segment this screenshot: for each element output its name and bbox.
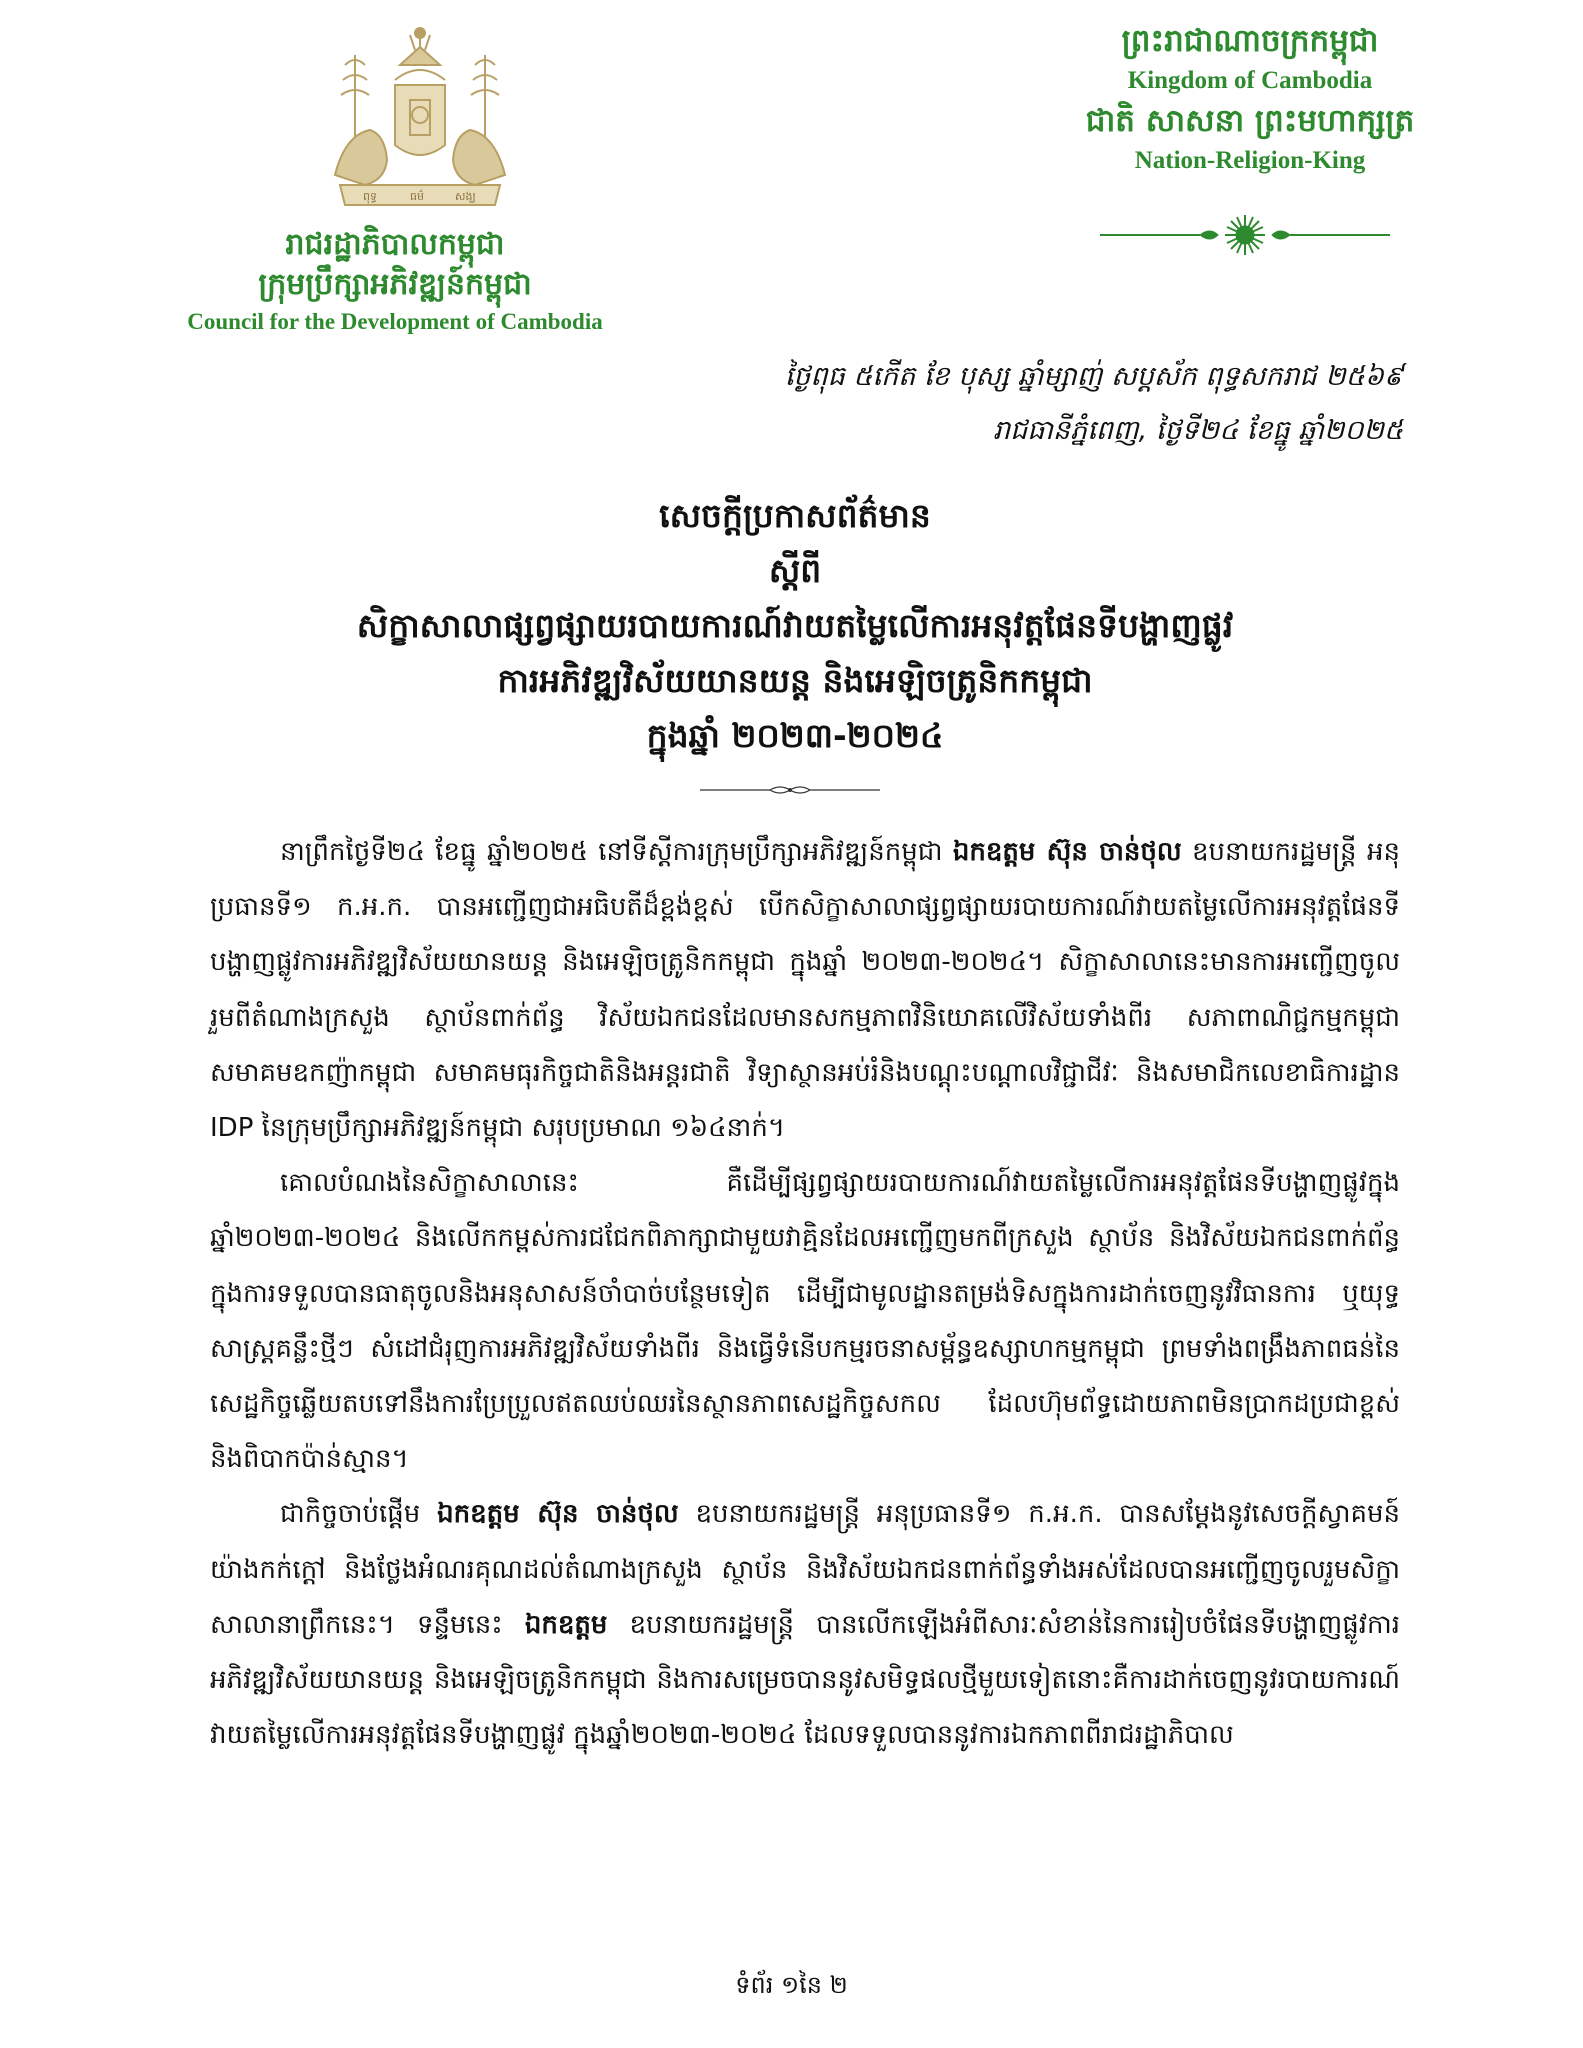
government-name: រាជរដ្ឋាភិបាលកម្ពុជា xyxy=(285,227,505,262)
paragraph-1-text-b: ឧបនាយករដ្ឋមន្ត្រី អនុប្រធានទី១ ក.អ.ក. បានអញ្ជើញជាអធិបតីដ៏ខ្ពង់ខ្ពស់ បើកសិក្ខាសាលាផ្សព្វផ្សាយរបាយការណ៍វាយតម្លៃលើការអនុវត្តផែនទីបង្ហាញផ្លូវការអភិវឌ្ឍវិស័យយានយន្ត និងអេឡិចត្រូនិកកម្ពុជា ក្នុងឆ្នាំ ២០២៣-២០២៤។ សិក្ខាសាលានេះមានការអញ្ជើញចូលរួមពីតំណាងក្រសួង ស្ថាប័នពាក់ព័ន្ធ វិស័យឯកជនដែលមានសកម្មភាពវិនិយោគលើវិស័យទាំងពីរ សភាពាណិជ្ជកម្មកម្ពុជា សមាគមឧកញ៉ាកម្ពុជា សមាគមធុរកិច្ចជាតិនិងអន្តរជាតិ វិទ្យាស្ថានអប់រំនិងបណ្តុះបណ្តាលវិជ្ជាជីវៈ និងសមាជិកលេខាធិការដ្ឋាន IDP នៃក្រុមប្រឹក្សាអភិវឌ្ឍន៍កម្ពុជា សរុបប្រមាណ ១៦៤នាក់។ xyxy=(210,837,1400,1144)
paragraph-3 xyxy=(210,1487,1400,1763)
paragraph-3-text-c: ឧបនាយករដ្ឋមន្ត្រី បានលើកឡើងអំពីសារៈសំខាន់នៃការរៀបចំផែនទីបង្ហាញផ្លូវការអភិវឌ្ឍវិស័យយានយន្ត និងអេឡិចត្រូនិកកម្ពុជា និងការសម្រេចបាននូវសមិទ្ធផលថ្មីមួយទៀតនោះគឺការដាក់ចេញនូវរបាយការណ៍វាយតម្លៃលើការអនុវត្តផែនទីបង្ហាញផ្លូវ ក្នុងឆ្នាំ២០២៣-២០២៤ ដែលទទួលបាននូវការឯកភាពពីរាជរដ្ឋាភិបាល xyxy=(210,1609,1400,1751)
kingdom-english: Kingdom of Cambodia xyxy=(1127,67,1373,94)
paragraph-3-text-a: ជាកិច្ចចាប់ផ្តើម xyxy=(280,1499,438,1530)
title-line-5: ក្នុងឆ្នាំ ២០២៣-២០២៤ xyxy=(646,716,944,755)
paragraph-2: គោលបំណងនៃសិក្ខាសាលានេះ គឺដើម្បីផ្សព្វផ្សាយរបាយការណ៍វាយតម្លៃលើការអនុវត្តផែនទីបង្ហាញផ្លូវក្នុងឆ្នាំ២០២៣-២០២៤ និងលើកកម្ពស់ការជជែកពិភាក្សាជាមួយវាគ្មិនដែលអញ្ជើញមកពីក្រសួង ស្ថាប័ន និងវិស័យឯកជនពាក់ព័ន្ធ ក្នុងការទទួលបានធាតុចូលនិងអនុសាសន៍ចាំបាច់បន្ថែមទៀត ដើម្បីជាមូលដ្ឋានតម្រង់ទិសក្នុងការដាក់ចេញនូវវិធានការ ឬយុទ្ធសាស្ត្រគន្លឹះថ្មីៗ សំដៅជំរុញការអភិវឌ្ឍវិស័យទាំងពីរ និងធ្វើទំនើបកម្មរចនាសម្ព័ន្ធឧស្សាហកម្មកម្ពុជា ព្រមទាំងពង្រឹងភាពធន់នៃសេដ្ឋកិច្ចឆ្លើយតបទៅនឹងការប្រែប្រួលឥតឈប់ឈរនៃស្ថានភាពសេដ្ឋកិច្ចសកល ដែលហ៊ុមព័ទ្ធដោយភាពមិនប្រាកដប្រជាខ្ពស់ និងពិបាកប៉ាន់ស្មាន។ xyxy=(210,1168,1400,1475)
kingdom-heading xyxy=(1060,20,1440,180)
page-number: ទំព័រ ១នៃ ២ xyxy=(735,1971,848,1999)
document-title xyxy=(150,488,1440,763)
date-block xyxy=(785,350,1403,458)
heading-ornament xyxy=(1100,213,1390,257)
title-line-4: ការអភិវឌ្ឍវិស័យយានយន្ត និងអេឡិចត្រូនិកកម្ពុជា xyxy=(497,661,1093,700)
emblem-label-1: ពុទ្ធ xyxy=(363,190,377,203)
council-name-english: Council for the Development of Cambodia xyxy=(187,309,603,334)
paragraph-1 xyxy=(210,825,1400,1156)
paragraph-1-text-a: នាព្រឹកថ្ងៃទី២៤ ខែធ្នូ ឆ្នាំ២០២៥ នៅទីស្តីការក្រុមប្រឹក្សាអភិវឌ្ឍន៍កម្ពុជា xyxy=(280,837,953,867)
press-release-body xyxy=(210,825,1400,1763)
title-line-1: សេចក្តីប្រកាសព័ត៌មាន xyxy=(659,496,931,535)
emblem-label-2: ធម៌ xyxy=(410,190,424,203)
motto-khmer: ជាតិ សាសនា ព្រះមហាក្សត្រ xyxy=(1085,103,1415,139)
title-line-3: សិក្ខាសាលាផ្សព្វផ្សាយរបាយការណ៍វាយតម្លៃលើការអនុវត្តផែនទីបង្ហាញផ្លូវ xyxy=(356,606,1234,645)
paragraph-1-bold-name: ឯកឧត្តម ស៊ុន ចាន់ថុល xyxy=(952,837,1182,867)
kingdom-khmer: ព្រះរាជាណាចក្រកម្ពុជា xyxy=(1121,23,1379,59)
motto-english: Nation-Religion-King xyxy=(1134,147,1366,174)
paragraph-3-bold-title: ឯកឧត្តម xyxy=(524,1609,608,1640)
lunar-date: ថ្ងៃពុធ ៥កើត ខែ បុស្ស ឆ្នាំម្សាញ់ សប្តស័ក ពុទ្ធសករាជ ២៥៦៩ xyxy=(784,361,1403,392)
issuer-heading xyxy=(150,225,640,339)
emblem-label-3: សង្ឃ xyxy=(455,190,476,203)
paragraph-3-text-b: ឧបនាយករដ្ឋមន្ត្រី អនុប្រធានទី១ ក.អ.ក. បានសម្តែងនូវសេចក្តីស្វាគមន៍យ៉ាងកក់ក្តៅ និងថ្លែងអំណរគុណដល់តំណាងក្រសួង ស្ថាប័ន និងវិស័យឯកជនពាក់ព័ន្ធទាំងអស់ដែលបានអញ្ជើញចូលរួមសិក្ខាសាលានាព្រឹកនេះ។ ទន្ទឹមនេះ xyxy=(210,1499,1400,1640)
solar-date: រាជធានីភ្នំពេញ, ថ្ងៃទី២៤ ខែធ្នូ ឆ្នាំ២០២៥ xyxy=(992,415,1403,446)
council-name-khmer: ក្រុមប្រឹក្សាអភិវឌ្ឍន៍កម្ពុជា xyxy=(258,267,532,302)
royal-emblem xyxy=(315,25,525,215)
paragraph-3-bold-name: ឯកឧត្តម ស៊ុន ចាន់ថុល xyxy=(437,1499,679,1530)
title-divider xyxy=(700,782,880,798)
title-line-2: ស្តីពី xyxy=(768,551,822,590)
